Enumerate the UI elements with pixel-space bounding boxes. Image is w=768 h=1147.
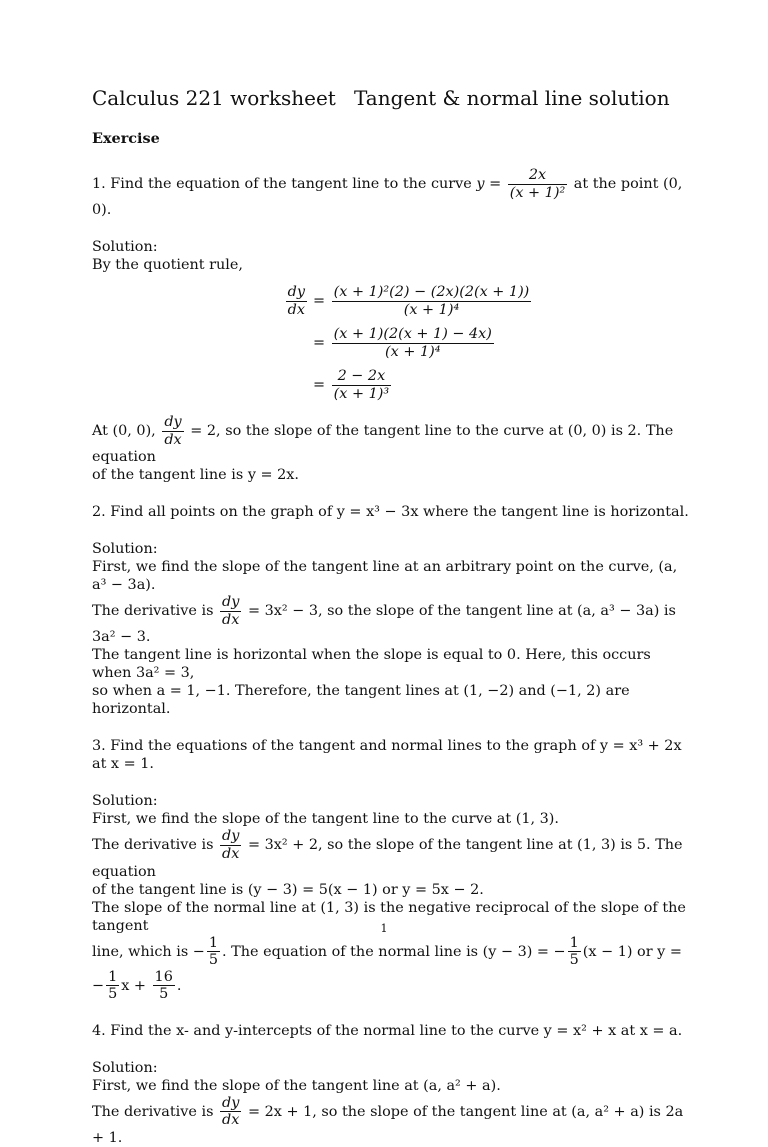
q1-step-2: = $\frac{(x + 1)(2(x + 1) - 4x)}{\text{(x + 1)⁴}}$: [313, 326, 492, 360]
q3-line-4: The slope of the normal line at (1, 3) is the negative reciprocal of the slope of the tangent: [92, 899, 686, 934]
q1-conclusion-dydx: $\frac{dy}{dx}$: [164, 414, 182, 448]
q1-step-3: = $\frac{2 - 2x}{\text{(x + 1)³}}$: [313, 368, 390, 402]
q3-line-1: First, we find the slope of the tangent line to the curve at (1, 3).: [92, 811, 559, 828]
q2-line-3: The tangent line is horizontal when the slope is equal to 0. Here, this occurs when 3a² = 3,: [92, 647, 651, 682]
q2-line-1: First, we find the slope of the tangent line at an arbitrary point on the curve, (a, a³ − 3a).: [92, 559, 678, 594]
q3-dydx: $\frac{dy}{dx}$: [222, 828, 240, 862]
header: [92, 86, 692, 110]
q2-prompt: 2. Find all points on the graph of y = x³ − 3x where the tangent line is horizontal.: [92, 504, 689, 521]
q4-line-1: First, we find the slope of the tangent line at (a, a² + a).: [92, 1077, 501, 1094]
q2-dydx: $\frac{dy}{dx}$: [222, 594, 240, 628]
course-title: Calculus 221 worksheet: [92, 86, 336, 110]
section-heading: Exercise: [92, 130, 160, 147]
q3-line-3: of the tangent line is (y − 3) = 5(x − 1) or y = 5x − 2.: [92, 881, 484, 898]
q3-frac-1: $\frac{1}{5}$: [208, 934, 219, 969]
question-2: [92, 503, 692, 718]
q2-line-4: so when a = 1, −1. Therefore, the tangent lines at (1, −2) and (−1, 2) are horizontal.: [92, 683, 630, 718]
q4-prompt: 4. Find the x- and y-intercepts of the normal line to the curve y = x² + x at x = a.: [92, 1022, 683, 1039]
question-4: [92, 1022, 692, 1147]
question-3: [92, 737, 692, 1002]
q3-frac-2: $\frac{1}{5}$: [569, 934, 579, 969]
q1-frac-den: (x + 1)²: [509, 184, 566, 201]
q1-frac-num: 2x: [508, 167, 567, 185]
q3-frac-4: $\frac{16}{5}$: [154, 968, 173, 1003]
q1-step-1-frac: $\frac{\text{(x + 1)²(2) − (2x)(2(x + 1))}}{\text{(x + 1)⁴}}$: [333, 284, 530, 318]
q1-fraction: [508, 167, 567, 201]
doc-title: Tangent & normal line solution: [354, 86, 670, 110]
q1-dydx: $\frac{dy}{dx}$: [287, 284, 305, 318]
q1-prompt-text: 1. Find the equation of the tangent line to the curve: [92, 176, 477, 193]
q1-step-3-frac: $\frac{2 - 2x}{\text{(x + 1)³}}$: [333, 368, 390, 402]
question-1: [92, 167, 692, 484]
q3-frac-3: $\frac{1}{5}$: [108, 968, 118, 1003]
q1-lhs: y =: [476, 176, 506, 193]
q1-conclusion-line-2: of the tangent line is y = 2x.: [92, 467, 299, 484]
q1-derivation: [267, 280, 692, 406]
q1-step-2-frac: $\frac{(x + 1)(2(x + 1) - 4x)}{\text{(x + 1)⁴}}$: [333, 326, 492, 360]
q1-prompt: [92, 167, 692, 219]
q4-solution-label: Solution:: [92, 1059, 158, 1076]
q1-conclusion: At (0, 0), $\frac{dy}{dx}$ = 2, so the slope of the tangent line to the curve at (0, 0) is 2. The equation: [92, 414, 674, 466]
q3-line-5: line, which is − $\frac{1}{5}$ . The equation of the normal line is (y − 3) = − $\frac{1}{5}$ (x − 1) or y = − $\frac{1}{5}$ x + $\frac{16}{5}$ .: [92, 934, 682, 1003]
q3-solution-label: Solution:: [92, 793, 158, 810]
worksheet-page: [92, 86, 692, 1147]
q2-solution-label: Solution:: [92, 541, 158, 558]
q4-line-2: The derivative is $\frac{dy}{dx}$ = 2x + 1, so the slope of the tangent line at (a, a² + a) is 2a + 1.: [92, 1094, 684, 1146]
q2-line-2: The derivative is $\frac{dy}{dx}$ = 3x² − 3, so the slope of the tangent line at (a, a³ − 3a) is 3a² − 3.: [92, 594, 676, 646]
q1-prompt-tail: at the point (0, 0).: [92, 176, 683, 219]
q3-prompt: 3. Find the equations of the tangent and normal lines to the graph of y = x³ + 2x at x = 1.: [92, 738, 682, 773]
q1-solution-label: Solution:: [92, 239, 158, 256]
q1-intro: By the quotient rule,: [92, 257, 243, 274]
q3-line-2: The derivative is $\frac{dy}{dx}$ = 3x² + 2, so the slope of the tangent line at (1, 3) is 5. The equation: [92, 828, 683, 880]
q1-step-1: $\frac{dy}{dx}$ = $\frac{\text{(x + 1)²(2) − (2x)(2(x + 1))}}{\text{(x + 1)⁴}}$: [287, 284, 530, 318]
q4-dydx: $\frac{dy}{dx}$: [222, 1094, 240, 1129]
page-number: 1: [380, 922, 388, 935]
